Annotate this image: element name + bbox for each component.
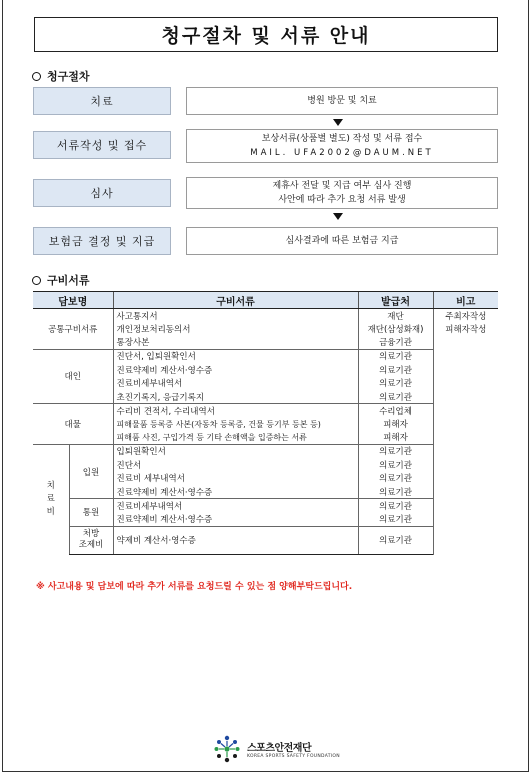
table-row: [33, 444, 498, 458]
step-desc-payment: [186, 227, 498, 255]
table-row: [33, 499, 498, 513]
issuer-cell: 피해자: [358, 431, 433, 445]
subgroup-outpatient: 통원: [69, 499, 113, 526]
doc-cell: 진료비 세부내역서: [113, 472, 358, 486]
step-label-treatment: 치료: [33, 87, 171, 115]
group-property: 대물: [33, 404, 113, 445]
doc-cell: 피해품 사진, 구입가격 등 기타 손해액을 입증하는 서류: [113, 431, 358, 445]
doc-cell: 입퇴원확인서: [113, 444, 358, 458]
doc-cell: 사고통지서: [113, 309, 358, 323]
page-title: 청구절차 및 서류 안내: [161, 25, 371, 47]
documents-heading: [32, 272, 90, 288]
procedure-heading: [32, 68, 90, 84]
header-documents: 구비서류: [113, 292, 358, 309]
doc-cell: 초진기록지, 응급기록지: [113, 390, 358, 404]
step-desc-line: 병원 방문 및 치료: [307, 96, 377, 106]
step-desc-line: 제휴사 전달 및 지급 여부 심사 진행: [272, 181, 412, 191]
group-medical: [33, 444, 69, 554]
foundation-logo: [213, 734, 340, 764]
notice-text: ※ 사고내용 및 담보에 따라 추가 서류를 요청드릴 수 있는 점 양해부탁드립니다.: [36, 582, 353, 592]
logo-name-en: KOREA SPORTS SAFETY FOUNDATION: [247, 754, 340, 759]
doc-cell: 피해물품 등록증 사본(자동차 등록증, 건물 등기부 등본 등): [113, 417, 358, 431]
issuer-cell: 의료기관: [358, 363, 433, 377]
table-row: [33, 404, 498, 418]
doc-cell: 진료비세부내역서: [113, 499, 358, 513]
doc-cell: 약제비 계산서·영수증: [113, 526, 358, 554]
issuer-cell: 재단: [358, 309, 433, 323]
group-personal: 대인: [33, 349, 113, 403]
step-desc-line: 심사결과에 따른 보험금 지급: [285, 236, 399, 246]
email-address: MAIL. UFA2002@DAUM.NET: [250, 148, 434, 158]
documents-table: [33, 291, 498, 555]
step-desc-submission: [186, 129, 498, 163]
circle-bullet-icon: [32, 72, 41, 81]
group-medical-label: 치 료 비: [46, 480, 55, 517]
doc-cell: 진단서, 입퇴원확인서: [113, 349, 358, 363]
step-desc-treatment: [186, 87, 498, 115]
note-cell-empty: [433, 336, 498, 554]
step-desc-review: [186, 177, 498, 209]
doc-cell: 통장사본: [113, 336, 358, 350]
issuer-cell: 의료기관: [358, 499, 433, 513]
issuer-cell: 피해자: [358, 417, 433, 431]
step-desc-line: 사안에 따라 추가 요청 서류 발생: [278, 195, 406, 205]
doc-cell: 진료약제비 계산서·영수증: [113, 485, 358, 499]
doc-cell: 수리비 견적서, 수리내역서: [113, 404, 358, 418]
table-row: [33, 526, 498, 554]
issuer-cell: 의료기관: [358, 376, 433, 390]
doc-cell: 진료약제비 계산서·영수증: [113, 512, 358, 526]
issuer-cell: 의료기관: [358, 512, 433, 526]
doc-cell: 진단서: [113, 458, 358, 472]
issuer-cell: 의료기관: [358, 458, 433, 472]
issuer-cell: 의료기관: [358, 526, 433, 554]
step-label-review: 심사: [33, 179, 171, 207]
step-label-submission: 서류작성 및 접수: [33, 131, 171, 159]
note-cell: 피해자작성: [433, 322, 498, 336]
step-desc-line: 보상서류(상품별 별도) 작성 및 서류 접수: [261, 134, 423, 144]
doc-cell: 진료비세부내역서: [113, 376, 358, 390]
circle-bullet-icon: [32, 276, 41, 285]
note-cell: 주최자작성: [433, 309, 498, 323]
header-issuer: 발급처: [358, 292, 433, 309]
table-row: [33, 349, 498, 363]
arrow-down-icon: [333, 119, 343, 126]
subgroup-prescription-label: 처방 조제비: [78, 529, 104, 550]
issuer-cell: 의료기관: [358, 485, 433, 499]
title-box: [34, 17, 498, 52]
issuer-cell: 수리업체: [358, 404, 433, 418]
group-common: 공통구비서류: [48, 324, 98, 335]
subgroup-inpatient: 입원: [69, 444, 113, 498]
issuer-cell: 재단(삼성화재): [358, 322, 433, 336]
doc-cell: 진료약제비 계산서·영수증: [113, 363, 358, 377]
step-label-payment: 보험금 결정 및 지급: [33, 227, 171, 255]
logo-name-ko: 스포츠안전재단: [247, 743, 312, 754]
issuer-cell: 의료기관: [358, 472, 433, 486]
doc-cell: 개인정보처리동의서: [113, 322, 358, 336]
header-note: 비고: [433, 292, 498, 309]
table-row: [33, 309, 498, 323]
subgroup-prescription: [69, 526, 113, 554]
issuer-cell: 의료기관: [358, 444, 433, 458]
documents-heading-text: 구비서류: [47, 274, 90, 287]
procedure-heading-text: 청구절차: [47, 70, 90, 83]
header-coverage: 담보명: [33, 292, 113, 309]
issuer-cell: 금융기관: [358, 336, 433, 350]
table-header-row: [33, 292, 498, 309]
arrow-down-icon: [333, 213, 343, 220]
issuer-cell: 의료기관: [358, 390, 433, 404]
foundation-emblem-icon: [213, 734, 241, 764]
issuer-cell: 의료기관: [358, 349, 433, 363]
